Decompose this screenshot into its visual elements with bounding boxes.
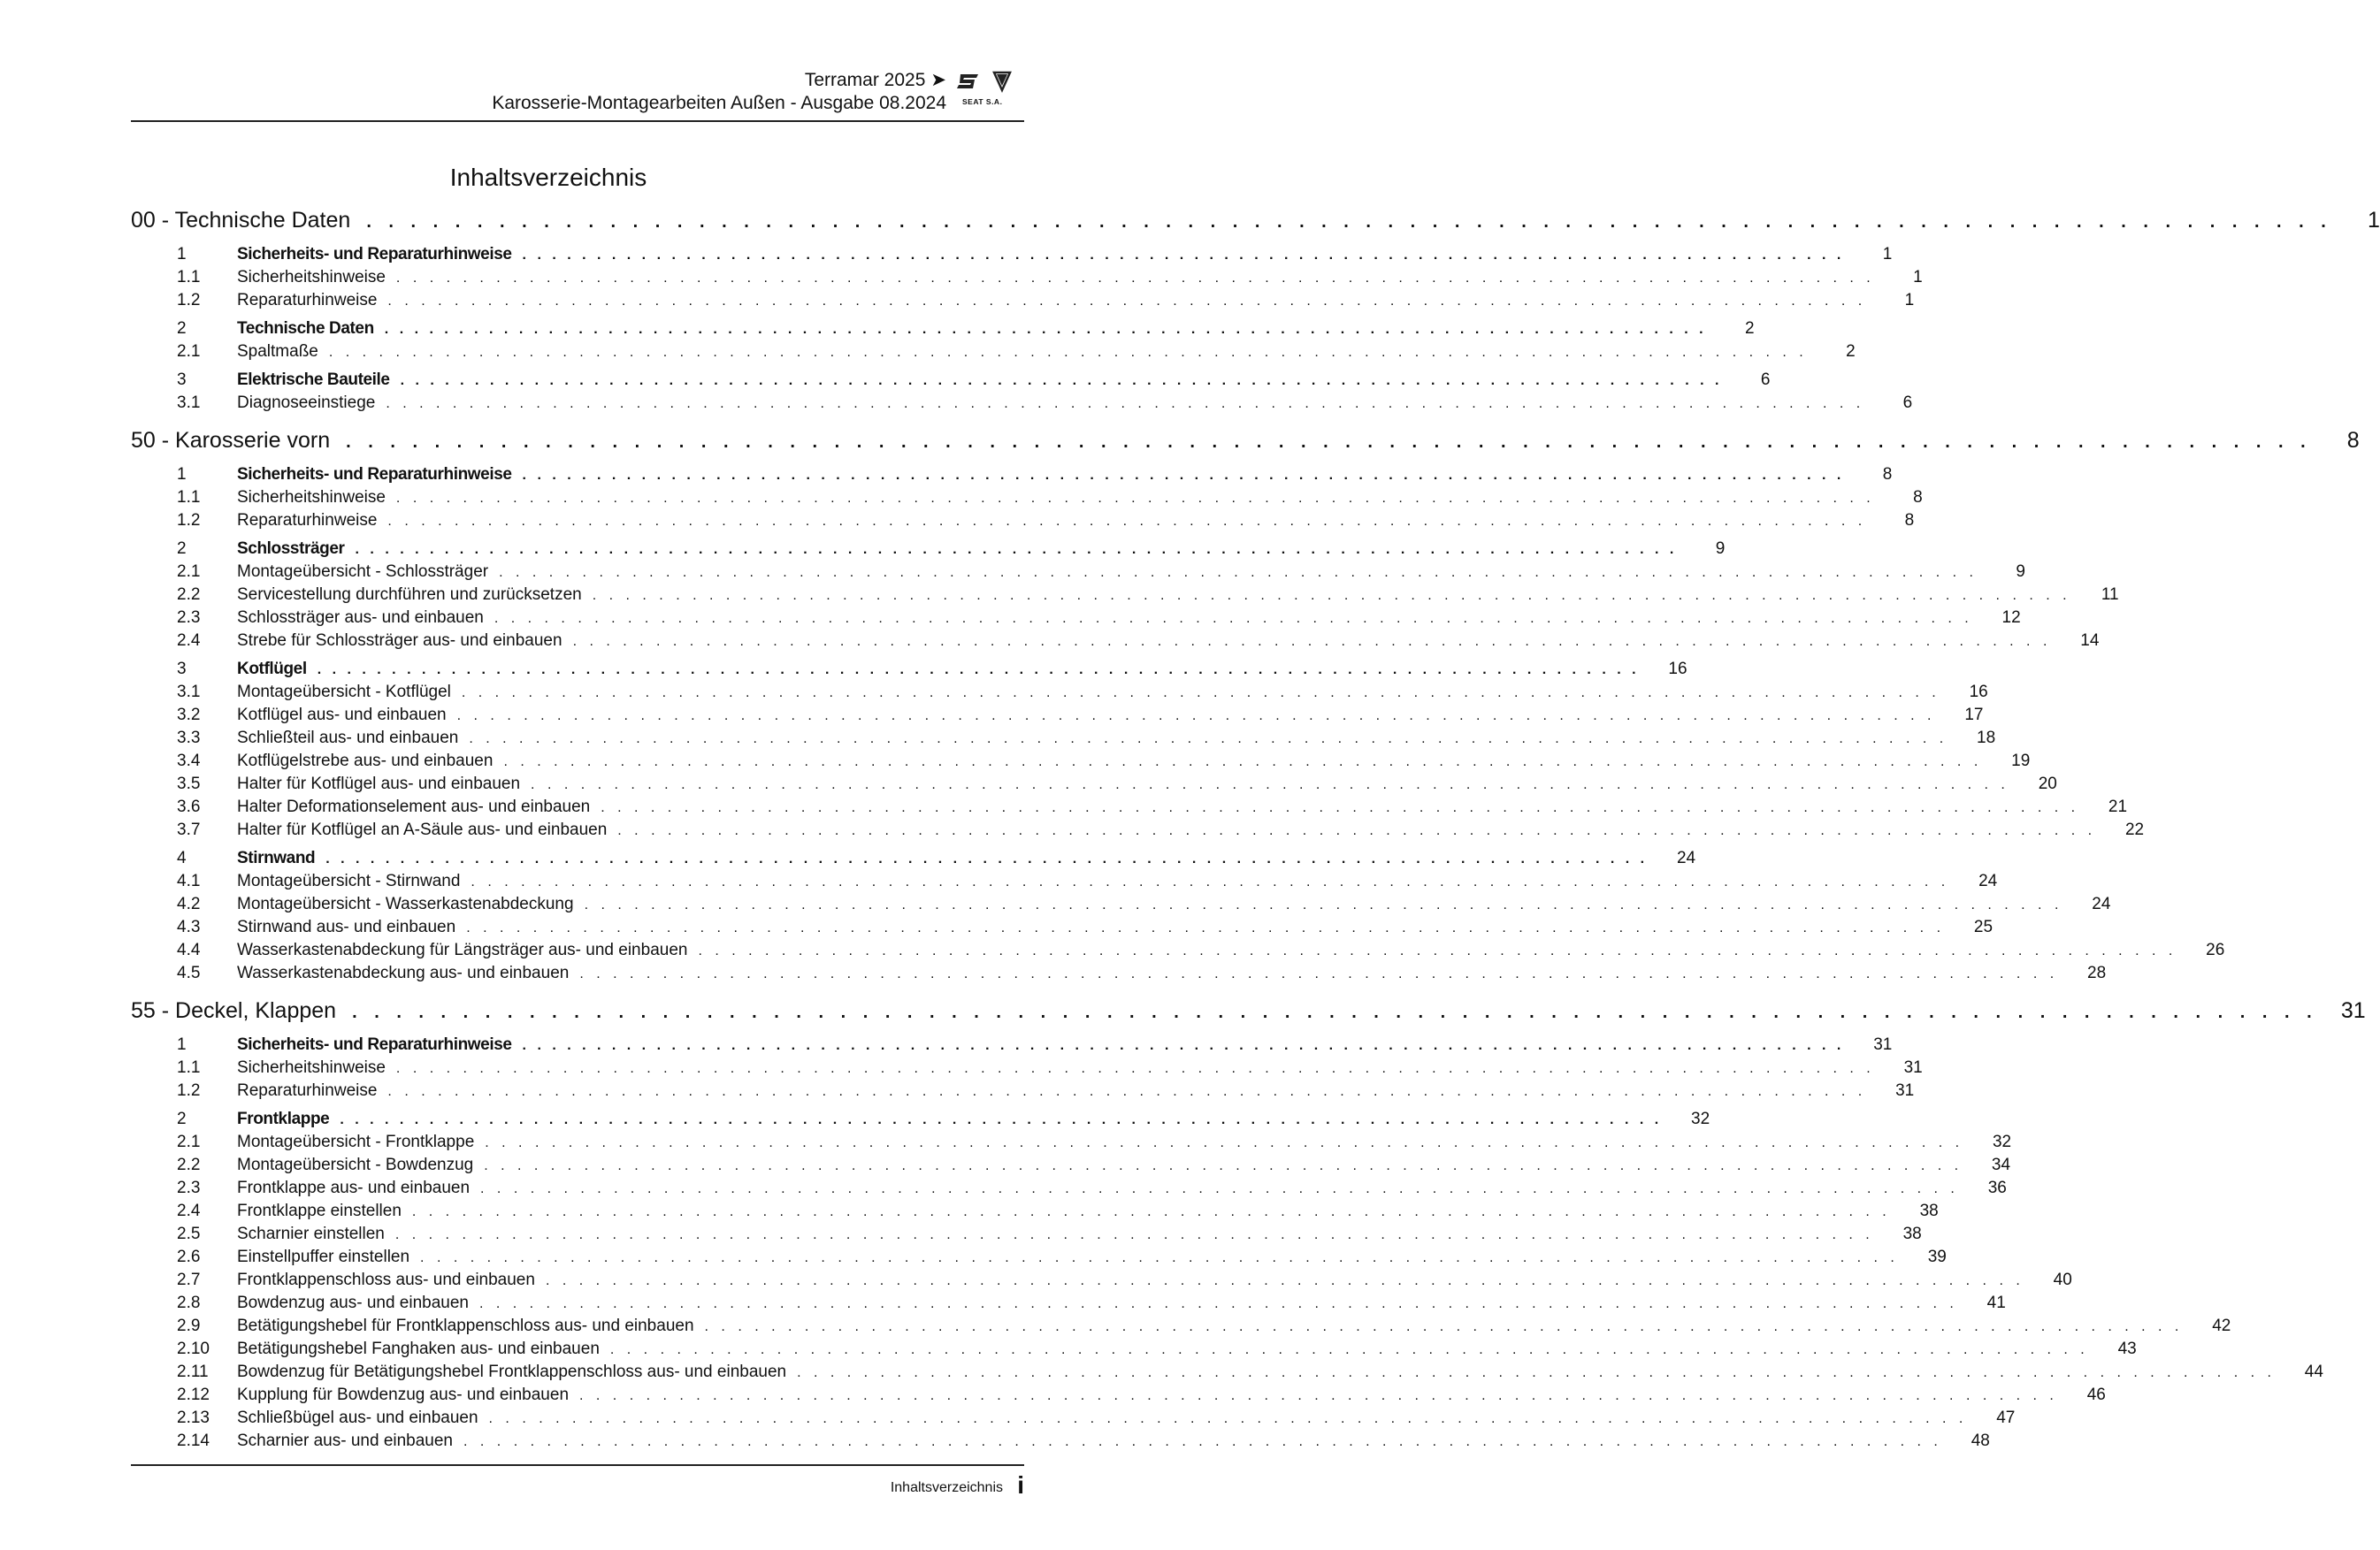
dot-leader: . . . . . . . . . . . . . . . . . . . . . . . . . . . . . . . . . . . . . . . . . . . . . . . . . . . . . . . . . . . . . . . . . . . . . . . . . . . . . . . . . . . . . . . . . (466, 920, 1946, 935)
dot-leader: . . . . . . . . . . . . . . . . . . . . . . . . . . . . . . . . . . . . . . . . . . . . . . . . . . . . . . . . . . . . . . . . . . . . . . . . . . . . . . . . . . . . . . . . . (456, 708, 1936, 723)
toc-chapter (131, 1035, 1923, 1104)
entry-title: Sicherheitshinweise (237, 488, 386, 507)
dot-leader: . . . . . . . . . . . . . . . . . . . . . . . . . . . . . . . . . . . . . . . . . . . . . . . . . . . . . . . . . . . . . . . . . . . . . . . . . . . . . . . . . . . . . . . . . (503, 754, 1983, 769)
dot-leader: . . . . . . . . . . . . . . . . . . . . . . . . . . . . . . . . . . . . . . . . . . . . . . . . . . . . . . . . . . . . . . . . . . . . . . . . . . . . . . . . . . . . . . . . . (469, 731, 1948, 746)
entry-title: Montageübersicht - Bowdenzug (237, 1156, 474, 1174)
entry-number: 2.5 (177, 1225, 201, 1243)
entry-number: 1 (177, 1035, 187, 1054)
toc-chapter (131, 539, 2119, 654)
chapter-heading[interactable] (131, 1035, 1893, 1058)
entry-title: Reparaturhinweise (237, 1081, 378, 1100)
entry-title: Stirnwand aus- und einbauen (237, 918, 456, 936)
logo-text: SEAT S.A. (962, 97, 1003, 106)
chapter-heading[interactable] (131, 245, 1893, 268)
entry-number: 2.2 (177, 585, 201, 604)
entry-number: 1 (177, 245, 187, 263)
toc-chapter (131, 660, 2145, 844)
entry-number: 3 (177, 370, 187, 389)
entry-title: Frontklappe (237, 1110, 330, 1128)
dot-leader: . . . . . . . . . . . . . . . . . . . . . . . . . . . . . . . . . . . . . . . . . . . . . . . . . . . . . . . . . . . . . . . . . . . . . . . . . . . . . . . . . . . . . . . . . (463, 1434, 1942, 1449)
subchapter-entry[interactable] (131, 1179, 2007, 1202)
entry-page: 1 (1904, 291, 1915, 309)
entry-title: Technische Daten (237, 319, 374, 338)
entry-page: 42 (2212, 1317, 2231, 1335)
entry-title: Wasserkastenabdeckung aus- und einbauen (237, 964, 570, 982)
dot-leader: . . . . . . . . . . . . . . . . . . . . . . . . . . . . . . . . . . . . . . . . . . . . . . . . . . . . . . . . . . . . . . . . . . . . . . . . . . . . . . . . . . . . . . . . . (592, 588, 2071, 603)
entry-page: 17 (1964, 706, 1984, 724)
toc-chapter (131, 370, 1913, 416)
chapter-heading[interactable] (131, 539, 1726, 562)
dot-leader: . . . . . . . . . . . . . . . . . . . . . . . . . . . . . . . . . . . . . . . . . . . . . . . . . . . . . . . . . . . . . . . . . . . . . . . . . . . . . . . . . . . . . . . . . (471, 874, 1950, 890)
entry-page: 22 (2124, 821, 2145, 839)
dot-leader: . . . . . . . . . . . . . . . . . . . . . . . . . . . . . . . . . . . . . . . . . . . . . . . . . . . . . . . . . . . . . . . . . . . . . . . . . . . . . . . . . . . . . . . . . (484, 1158, 1963, 1173)
entry-page: 8 (1904, 511, 1915, 530)
dot-leader: . . . . . . . . . . . . . . . . . . . . . . . . . . . . . . . . . . . . . . . . . . . . . . . . . . . . . . . . . . . . . . . . . . . . . . . . . . . . . . . . . . . . . . . . . (325, 851, 1649, 867)
entry-number: 2 (177, 319, 187, 338)
dot-leader: . . . . . . . . . . . . . . . . . . . . . . . . . . . . . . . . . . . . . . . . . . . . . . . . . . . . . . . . . . . . . . . . . . . . . . . . . . . . . . . . . . . . . . . . . (480, 1181, 1959, 1196)
dot-leader: . . . . . . . . . . . . . . . . . . . . . . . . . . . . . . . . . . . . . . . . . . . . . . . . . . . . . . . . . . . . . . . . . . . . . . . . . . . . . . . . . . . . . . . . . (384, 322, 1707, 337)
entry-number: 3.3 (177, 729, 201, 747)
entry-page: 2 (1745, 319, 1755, 338)
entry-title: Bowdenzug aus- und einbauen (237, 1294, 469, 1312)
entry-page: 24 (2092, 895, 2111, 913)
entry-number: 2.2 (177, 1156, 201, 1174)
chapter-heading[interactable] (131, 660, 1687, 683)
subchapter-entry[interactable] (131, 1202, 1939, 1225)
subchapter-entry[interactable] (131, 964, 2107, 987)
dot-leader: . . . . . . . . . . . . . . . . . . . . . . . . . . . . . . . . . . . . . . . . . . . . . . . . . . . . . . . . . . . . . . . . . . . . . . . . . . . . . . . . . . . . . . . . . (395, 271, 1875, 286)
dot-leader: . . . . . . . . . . . . . . . . . . . . . . . . . . . . . . . . . . . . . . . . . . . . . . . . . . . . . . . . . . . . . . . . . . . . . . . . . . . . . . . . . . . . . . . . . (499, 565, 1978, 580)
dot-leader: . . . . . . . . . . . . . . . . . . . . . . . . . . . . . . . . . . . . . . . . . . . . . . . . . . . . . . . . . . . . . . . . . . . . . . . . . . . . . . . . . . . . . . . . . (572, 634, 2052, 649)
subchapter-entry[interactable] (131, 1386, 2106, 1409)
entry-title: Montageübersicht - Schlossträger (237, 562, 489, 581)
dot-leader: . . . . . . . . . . . . . . . . . . . . . . . . . . . . . . . . . . . . . . . . . . . . . . . . . . . . . . . . . . . . . . . . . . . . . . . . . . . . . . . . . . . . . . . . . (461, 685, 1940, 700)
dot-leader: . . . . . . . . . . . . . . . . . . . . . . . . . . . . . . . . . . . . . . . . . . . . . . . . . . . . . . . . . . . . . . . . . . . . . . . . . . . . . . . . . . . . . . . . . (352, 1003, 2318, 1022)
entry-number: 2.9 (177, 1317, 201, 1335)
header-titles (492, 69, 946, 115)
subchapter-entry[interactable] (131, 608, 2021, 631)
dot-leader: . . . . . . . . . . . . . . . . . . . . . . . . . . . . . . . . . . . . . . . . . . . . . . . . . . . . . . . . . . . . . . . . . . . . . . . . . . . . . . . . . . . . . . . . . (522, 248, 1845, 263)
subchapter-entry[interactable] (131, 683, 1988, 706)
subchapter-entry[interactable] (131, 872, 1998, 895)
entry-page: 8 (1882, 465, 1893, 484)
entry-title: Reparaturhinweise (237, 511, 378, 530)
entry-title: Scharnier aus- und einbauen (237, 1432, 454, 1450)
dot-leader: . . . . . . . . . . . . . . . . . . . . . . . . . . . . . . . . . . . . . . . . . . . . . . . . . . . . . . . . . . . . . . . . . . . . . . . . . . . . . . . . . . . . . . . . . (494, 611, 1973, 626)
entry-page: 24 (1978, 872, 1998, 890)
entry-title: Spaltmaße (237, 342, 318, 361)
dot-leader: . . . . . . . . . . . . . . . . . . . . . . . . . . . . . . . . . . . . . . . . . . . . . . . . . . . . . . . . . . . . . . . . . . . . . . . . . . . . . . . . . . . . . . . . . (617, 823, 2097, 838)
page-footer (131, 1464, 1024, 1499)
entry-page: 32 (1992, 1133, 2012, 1151)
subchapter-entry[interactable] (131, 585, 2119, 608)
entry-page: 28 (2087, 964, 2107, 982)
dot-leader: . . . . . . . . . . . . . . . . . . . . . . . . . . . . . . . . . . . . . . . . . . . . . . . . . . . . . . . . . . . . . . . . . . . . . . . . . . . . . . . . . . . . . . . . . (411, 1204, 1891, 1219)
entry-number: 1.1 (177, 268, 201, 286)
entry-page: 1 (1882, 245, 1893, 263)
entry-title: Betätigungshebel für Frontklappenschloss aus- und einbauen (237, 1317, 694, 1335)
entry-page: 18 (1977, 729, 1996, 747)
entry-number: 2.4 (177, 1202, 201, 1220)
subchapter-entry[interactable] (131, 729, 1996, 752)
entry-page: 36 (1987, 1179, 2007, 1197)
dot-leader: . . . . . . . . . . . . . . . . . . . . . . . . . . . . . . . . . . . . . . . . . . . . . . . . . . . . . . . . . . . . . . . . . . . . . . . . . . . . . . . . . . . . . . . . . (584, 897, 2063, 912)
dot-leader: . . . . . . . . . . . . . . . . . . . . . . . . . . . . . . . . . . . . . . . . . . . . . . . . . . . . . . . . . . . . . . . . . . . . . . . . . . . . . . . . . . . . . . . . . (346, 432, 2312, 452)
entry-page: 8 (2346, 428, 2360, 453)
entry-title: Sicherheits- und Reparaturhinweise (237, 245, 512, 263)
entry-title: Stirnwand (237, 849, 316, 867)
entry-title: Kotflügelstrebe aus- und einbauen (237, 752, 494, 770)
entry-page: 1 (2367, 208, 2380, 233)
entry-page: 16 (1969, 683, 1988, 701)
entry-number: 4.2 (177, 895, 201, 913)
dot-leader: . . . . . . . . . . . . . . . . . . . . . . . . . . . . . . . . . . . . . . . . . . . . . . . . . . . . . . . . . . . . . . . . . . . . . . . . . . . . . . . . . . . . . . . . . (328, 345, 1808, 360)
entry-number: 3.1 (177, 683, 201, 701)
entry-number: 4.4 (177, 941, 201, 959)
entry-number: 2.3 (177, 608, 201, 627)
section-heading[interactable] (131, 208, 2380, 240)
dot-leader: . . . . . . . . . . . . . . . . . . . . . . . . . . . . . . . . . . . . . . . . . . . . . . . . . . . . . . . . . . . . . . . . . . . . . . . . . . . . . . . . . . . . . . . . . (579, 966, 2059, 981)
dot-leader: . . . . . . . . . . . . . . . . . . . . . . . . . . . . . . . . . . . . . . . . . . . . . . . . . . . . . . . . . . . . . . . . . . . . . . . . . . . . . . . . . . . . . . . . . (355, 542, 1678, 557)
subchapter-entry[interactable] (131, 775, 2057, 798)
dot-leader: . . . . . . . . . . . . . . . . . . . . . . . . . . . . . . . . . . . . . . . . . . . . . . . . . . . . . . . . . . . . . . . . . . . . . . . . . . . . . . . . . . . . . . . . . (340, 1112, 1663, 1127)
dot-leader: . . . . . . . . . . . . . . . . . . . . . . . . . . . . . . . . . . . . . . . . . . . . . . . . . . . . . . . . . . . . . . . . . . . . . . . . . . . . . . . . . . . . . . . . . (395, 491, 1875, 506)
entry-number: 1 (177, 465, 187, 484)
toc-section (131, 998, 2366, 1455)
subchapter-entry[interactable] (131, 1317, 2231, 1340)
page-number: i (1017, 1471, 1024, 1499)
entry-page: 31 (1903, 1058, 1923, 1077)
entry-number: 3.2 (177, 706, 201, 724)
entry-number: 1.1 (177, 1058, 201, 1077)
chapter-heading[interactable] (131, 319, 1755, 342)
subchapter-entry[interactable] (131, 631, 2100, 654)
subchapter-entry[interactable] (131, 562, 2025, 585)
dot-leader: . . . . . . . . . . . . . . . . . . . . . . . . . . . . . . . . . . . . . . . . . . . . . . . . . . . . . . . . . . . . . . . . . . . . . . . . . . . . . . . . . . . . . . . . . (545, 1273, 2024, 1288)
entry-number: 4.5 (177, 964, 201, 982)
entry-title: Betätigungshebel Fanghaken aus- und einbauen (237, 1340, 600, 1358)
entry-page: 16 (1668, 660, 1687, 678)
entry-page: 26 (2206, 941, 2225, 959)
entry-page: 24 (1676, 849, 1696, 867)
subchapter-entry[interactable] (131, 941, 2225, 964)
entry-title: 00 - Technische Daten (131, 208, 351, 233)
entry-number: 2.1 (177, 562, 201, 581)
subchapter-entry[interactable] (131, 393, 1913, 416)
entry-page: 38 (1919, 1202, 1939, 1220)
entry-number: 2.3 (177, 1179, 201, 1197)
subchapter-entry[interactable] (131, 1225, 1922, 1248)
toc-section (131, 208, 2380, 416)
dot-leader: . . . . . . . . . . . . . . . . . . . . . . . . . . . . . . . . . . . . . . . . . . . . . . . . . . . . . . . . . . . . . . . . . . . . . . . . . . . . . . . . . . . . . . . . . (394, 1227, 1874, 1242)
entry-title: Halter für Kotflügel an A-Säule aus- und einbauen (237, 821, 608, 839)
toc-chapter (131, 319, 1856, 365)
entry-title: 55 - Deckel, Klappen (131, 998, 337, 1023)
footer-label: Inhaltsverzeichnis (890, 1480, 1003, 1495)
entry-title: Strebe für Schlossträger aus- und einbauen (237, 631, 562, 650)
entry-number: 4.1 (177, 872, 201, 890)
entry-number: 1.2 (177, 511, 201, 530)
entry-title: Wasserkastenabdeckung für Längsträger aus- und einbauen (237, 941, 688, 959)
subchapter-entry[interactable] (131, 1340, 2137, 1363)
subchapter-entry[interactable] (131, 268, 1923, 291)
entry-page: 2 (1846, 342, 1856, 361)
entry-page: 14 (2080, 631, 2100, 650)
dot-leader: . . . . . . . . . . . . . . . . . . . . . . . . . . . . . . . . . . . . . . . . . . . . . . . . . . . . . . . . . . . . . . . . . . . . . . . . . . . . . . . . . . . . . . . . . (579, 1388, 2058, 1403)
dot-leader: . . . . . . . . . . . . . . . . . . . . . . . . . . . . . . . . . . . . . . . . . . . . . . . . . . . . . . . . . . . . . . . . . . . . . . . . . . . . . . . . . . . . . . . . . (387, 1084, 1867, 1099)
entry-number: 3 (177, 660, 187, 678)
entry-page: 39 (1927, 1248, 1947, 1266)
toc-section (131, 428, 2360, 987)
entry-title: Sicherheitshinweise (237, 268, 386, 286)
dot-leader: . . . . . . . . . . . . . . . . . . . . . . . . . . . . . . . . . . . . . . . . . . . . . . . . . . . . . . . . . . . . . . . . . . . . . . . . . . . . . . . . . . . . . . . . . (488, 1411, 1968, 1426)
entry-title: Halter für Kotflügel aus- und einbauen (237, 775, 521, 793)
entry-page: 19 (2011, 752, 2031, 770)
toc-chapter (131, 849, 2225, 987)
entry-number: 2.12 (177, 1386, 210, 1404)
entry-number: 2.14 (177, 1432, 210, 1450)
dot-leader: . . . . . . . . . . . . . . . . . . . . . . . . . . . . . . . . . . . . . . . . . . . . . . . . . . . . . . . . . . . . . . . . . . . . . . . . . . . . . . . . . . . . . . . . . (387, 514, 1867, 529)
page-title: Inhaltsverzeichnis (449, 163, 647, 191)
entry-page: 12 (2001, 608, 2021, 627)
entry-number: 3.6 (177, 798, 201, 816)
entry-title: Kotflügel (237, 660, 307, 678)
toc-chapter (131, 245, 1923, 314)
entry-page: 31 (1895, 1081, 1915, 1100)
subchapter-entry[interactable] (131, 1271, 2072, 1294)
entry-title: Servicestellung durchführen und zurücksetzen (237, 585, 582, 604)
entry-title: Schließteil aus- und einbauen (237, 729, 459, 747)
entry-page: 31 (1873, 1035, 1893, 1054)
seat-cupra-logo (955, 69, 1024, 115)
entry-number: 2.1 (177, 342, 201, 361)
dot-leader: . . . . . . . . . . . . . . . . . . . . . . . . . . . . . . . . . . . . . . . . . . . . . . . . . . . . . . . . . . . . . . . . . . . . . . . . . . . . . . . . . . . . . . . . . (420, 1250, 1899, 1265)
subchapter-entry[interactable] (131, 488, 1923, 511)
entry-page: 21 (2108, 798, 2128, 816)
entry-title: Sicherheits- und Reparaturhinweise (237, 1035, 512, 1054)
entry-page: 34 (1991, 1156, 2011, 1174)
entry-number: 3.4 (177, 752, 201, 770)
entry-page: 43 (2117, 1340, 2137, 1358)
page-header (131, 69, 1024, 122)
entry-page: 1 (1913, 268, 1923, 286)
dot-leader: . . . . . . . . . . . . . . . . . . . . . . . . . . . . . . . . . . . . . . . . . . . . . . . . . . . . . . . . . . . . . . . . . . . . . . . . . . . . . . . . . . . . . . . . . (609, 1342, 2089, 1357)
entry-page: 25 (1973, 918, 1994, 936)
entry-title: Diagnoseeinstiege (237, 393, 376, 412)
entry-page: 9 (1715, 539, 1726, 558)
header-model: Terramar 2025 ➤ (804, 70, 946, 90)
subchapter-entry[interactable] (131, 706, 1984, 729)
chapter-heading[interactable] (131, 370, 1771, 393)
entry-title: Halter Deformationselement aus- und einbauen (237, 798, 591, 816)
arrow-icon: ➤ (930, 70, 946, 90)
entry-page: 11 (2101, 585, 2119, 604)
entry-title: Montageübersicht - Frontklappe (237, 1133, 475, 1151)
chapter-heading[interactable] (131, 465, 1893, 488)
dot-leader: . . . . . . . . . . . . . . . . . . . . . . . . . . . . . . . . . . . . . . . . . . . . . . . . . . . . . . . . . . . . . . . . . . . . . . . . . . . . . . . . . . . . . . . . . (386, 396, 1865, 411)
entry-number: 1.1 (177, 488, 201, 507)
subchapter-entry[interactable] (131, 1409, 2016, 1432)
entry-title: Frontklappe einstellen (237, 1202, 402, 1220)
entry-page: 38 (1902, 1225, 1922, 1243)
subchapter-entry[interactable] (131, 1294, 2006, 1317)
entry-title: Schlossträger aus- und einbauen (237, 608, 484, 627)
dot-leader: . . . . . . . . . . . . . . . . . . . . . . . . . . . . . . . . . . . . . . . . . . . . . . . . . . . . . . . . . . . . . . . . . . . . . . . . . . . . . . . . . . . . . . . . . (522, 468, 1845, 483)
section-heading[interactable] (131, 428, 2360, 460)
entry-number: 3.1 (177, 393, 201, 412)
subchapter-entry[interactable] (131, 1432, 1990, 1455)
entry-title: Montageübersicht - Stirnwand (237, 872, 461, 890)
subchapter-entry[interactable] (131, 752, 2031, 775)
subchapter-entry[interactable] (131, 1156, 2011, 1179)
entry-title: Montageübersicht - Wasserkastenabdeckung (237, 895, 574, 913)
entry-page: 8 (1913, 488, 1923, 507)
dot-leader: . . . . . . . . . . . . . . . . . . . . . . . . . . . . . . . . . . . . . . . . . . . . . . . . . . . . . . . . . . . . . . . . . . . . . . . . . . . . . . . . . . . . . . . . . (400, 373, 1723, 388)
dot-leader: . . . . . . . . . . . . . . . . . . . . . . . . . . . . . . . . . . . . . . . . . . . . . . . . . . . . . . . . . . . . . . . . . . . . . . . . . . . . . . . . . . . . . . . . . (698, 943, 2177, 958)
entry-title: Reparaturhinweise (237, 291, 378, 309)
entry-title: Scharnier einstellen (237, 1225, 385, 1243)
entry-number: 2.10 (177, 1340, 210, 1358)
entry-number: 3.5 (177, 775, 201, 793)
entry-page: 46 (2086, 1386, 2106, 1404)
subchapter-entry[interactable] (131, 1248, 1947, 1271)
dot-leader: . . . . . . . . . . . . . . . . . . . . . . . . . . . . . . . . . . . . . . . . . . . . . . . . . . . . . . . . . . . . . . . . . . . . . . . . . . . . . . . . . . . . . . . . . (704, 1319, 2184, 1334)
subchapter-entry[interactable] (131, 918, 1994, 941)
entry-page: 47 (1996, 1409, 2016, 1427)
chapter-heading[interactable] (131, 849, 1696, 872)
dot-leader: . . . . . . . . . . . . . . . . . . . . . . . . . . . . . . . . . . . . . . . . . . . . . . . . . . . . . . . . . . . . . . . . . . . . . . . . . . . . . . . . . . . . . . . . . (601, 800, 2080, 815)
subchapter-entry[interactable] (131, 821, 2145, 844)
subchapter-entry[interactable] (131, 342, 1856, 365)
entry-title: Montageübersicht - Kotflügel (237, 683, 451, 701)
table-of-contents (131, 208, 2380, 1466)
entry-title: Elektrische Bauteile (237, 370, 390, 389)
dot-leader: . . . . . . . . . . . . . . . . . . . . . . . . . . . . . . . . . . . . . . . . . . . . . . . . . . . . . . . . . . . . . . . . . . . . . . . . . . . . . . . . . . . . . . . . . (395, 1061, 1875, 1076)
dot-leader: . . . . . . . . . . . . . . . . . . . . . . . . . . . . . . . . . . . . . . . . . . . . . . . . . . . . . . . . . . . . . . . . . . . . . . . . . . . . . . . . . . . . . . . . . (797, 1365, 2276, 1380)
chapter-heading[interactable] (131, 1110, 1710, 1133)
entry-number: 2.6 (177, 1248, 201, 1266)
entry-page: 40 (2053, 1271, 2072, 1289)
section-heading[interactable] (131, 998, 2366, 1030)
subchapter-entry[interactable] (131, 1363, 2323, 1386)
dot-leader: . . . . . . . . . . . . . . . . . . . . . . . . . . . . . . . . . . . . . . . . . . . . . . . . . . . . . . . . . . . . . . . . . . . . . . . . . . . . . . . . . . . . . . . . . (317, 662, 1640, 677)
subchapter-entry[interactable] (131, 895, 2111, 918)
subchapter-entry[interactable] (131, 1081, 1915, 1104)
subchapter-entry[interactable] (131, 798, 2128, 821)
entry-title: Kotflügel aus- und einbauen (237, 706, 447, 724)
subchapter-entry[interactable] (131, 511, 1915, 534)
entry-number: 1.2 (177, 1081, 201, 1100)
entry-number: 2.4 (177, 631, 201, 650)
entry-number: 2.13 (177, 1409, 210, 1427)
entry-page: 32 (1691, 1110, 1710, 1128)
entry-number: 2 (177, 1110, 187, 1128)
dot-leader: . . . . . . . . . . . . . . . . . . . . . . . . . . . . . . . . . . . . . . . . . . . . . . . . . . . . . . . . . . . . . . . . . . . . . . . . . . . . . . . . . . . . . . . . . (531, 777, 2009, 792)
header-subtitle: Karosserie-Montagearbeiten Außen - Ausgabe 08.2024 (492, 93, 946, 113)
entry-number: 2.11 (177, 1363, 209, 1381)
toc-chapter (131, 1110, 2323, 1455)
entry-number: 3.7 (177, 821, 201, 839)
entry-page: 44 (2304, 1363, 2323, 1381)
entry-page: 41 (1986, 1294, 2006, 1312)
subchapter-entry[interactable] (131, 291, 1915, 314)
entry-page: 9 (2016, 562, 2025, 581)
entry-page: 6 (1902, 393, 1913, 412)
entry-title: Bowdenzug für Betätigungshebel Frontklappenschloss aus- und einbauen (237, 1363, 787, 1381)
dot-leader: . . . . . . . . . . . . . . . . . . . . . . . . . . . . . . . . . . . . . . . . . . . . . . . . . . . . . . . . . . . . . . . . . . . . . . . . . . . . . . . . . . . . . . . . . (522, 1038, 1845, 1053)
entry-title: 50 - Karosserie vorn (131, 428, 331, 453)
entry-title: Schließbügel aus- und einbauen (237, 1409, 478, 1427)
entry-title: Kupplung für Bowdenzug aus- und einbauen (237, 1386, 570, 1404)
entry-page: 20 (2038, 775, 2057, 793)
entry-number: 2.7 (177, 1271, 201, 1289)
subchapter-entry[interactable] (131, 1133, 2012, 1156)
entry-page: 48 (1971, 1432, 1990, 1450)
entry-number: 4.3 (177, 918, 201, 936)
toc-chapter (131, 465, 1923, 534)
entry-number: 4 (177, 849, 187, 867)
entry-number: 2.8 (177, 1294, 201, 1312)
entry-title: Sicherheitshinweise (237, 1058, 386, 1077)
entry-page: 31 (2340, 998, 2366, 1023)
dot-leader: . . . . . . . . . . . . . . . . . . . . . . . . . . . . . . . . . . . . . . . . . . . . . . . . . . . . . . . . . . . . . . . . . . . . . . . . . . . . . . . . . . . . . . . . . (387, 294, 1867, 309)
dot-leader: . . . . . . . . . . . . . . . . . . . . . . . . . . . . . . . . . . . . . . . . . . . . . . . . . . . . . . . . . . . . . . . . . . . . . . . . . . . . . . . . . . . . . . . . . (478, 1296, 1958, 1311)
entry-number: 2.1 (177, 1133, 201, 1151)
entry-page: 6 (1760, 370, 1771, 389)
seat-logo-icon (955, 69, 1024, 97)
dot-leader: . . . . . . . . . . . . . . . . . . . . . . . . . . . . . . . . . . . . . . . . . . . . . . . . . . . . . . . . . . . . . . . . . . . . . . . . . . . . . . . . . . . . . . . . . (366, 212, 2332, 232)
entry-title: Sicherheits- und Reparaturhinweise (237, 465, 512, 484)
entry-title: Einstellpuffer einstellen (237, 1248, 410, 1266)
entry-number: 2 (177, 539, 187, 558)
dot-leader: . . . . . . . . . . . . . . . . . . . . . . . . . . . . . . . . . . . . . . . . . . . . . . . . . . . . . . . . . . . . . . . . . . . . . . . . . . . . . . . . . . . . . . . . . (485, 1135, 1964, 1150)
entry-title: Schlossträger (237, 539, 345, 558)
entry-title: Frontklappe aus- und einbauen (237, 1179, 471, 1197)
subchapter-entry[interactable] (131, 1058, 1923, 1081)
entry-title: Frontklappenschloss aus- und einbauen (237, 1271, 535, 1289)
entry-number: 1.2 (177, 291, 201, 309)
